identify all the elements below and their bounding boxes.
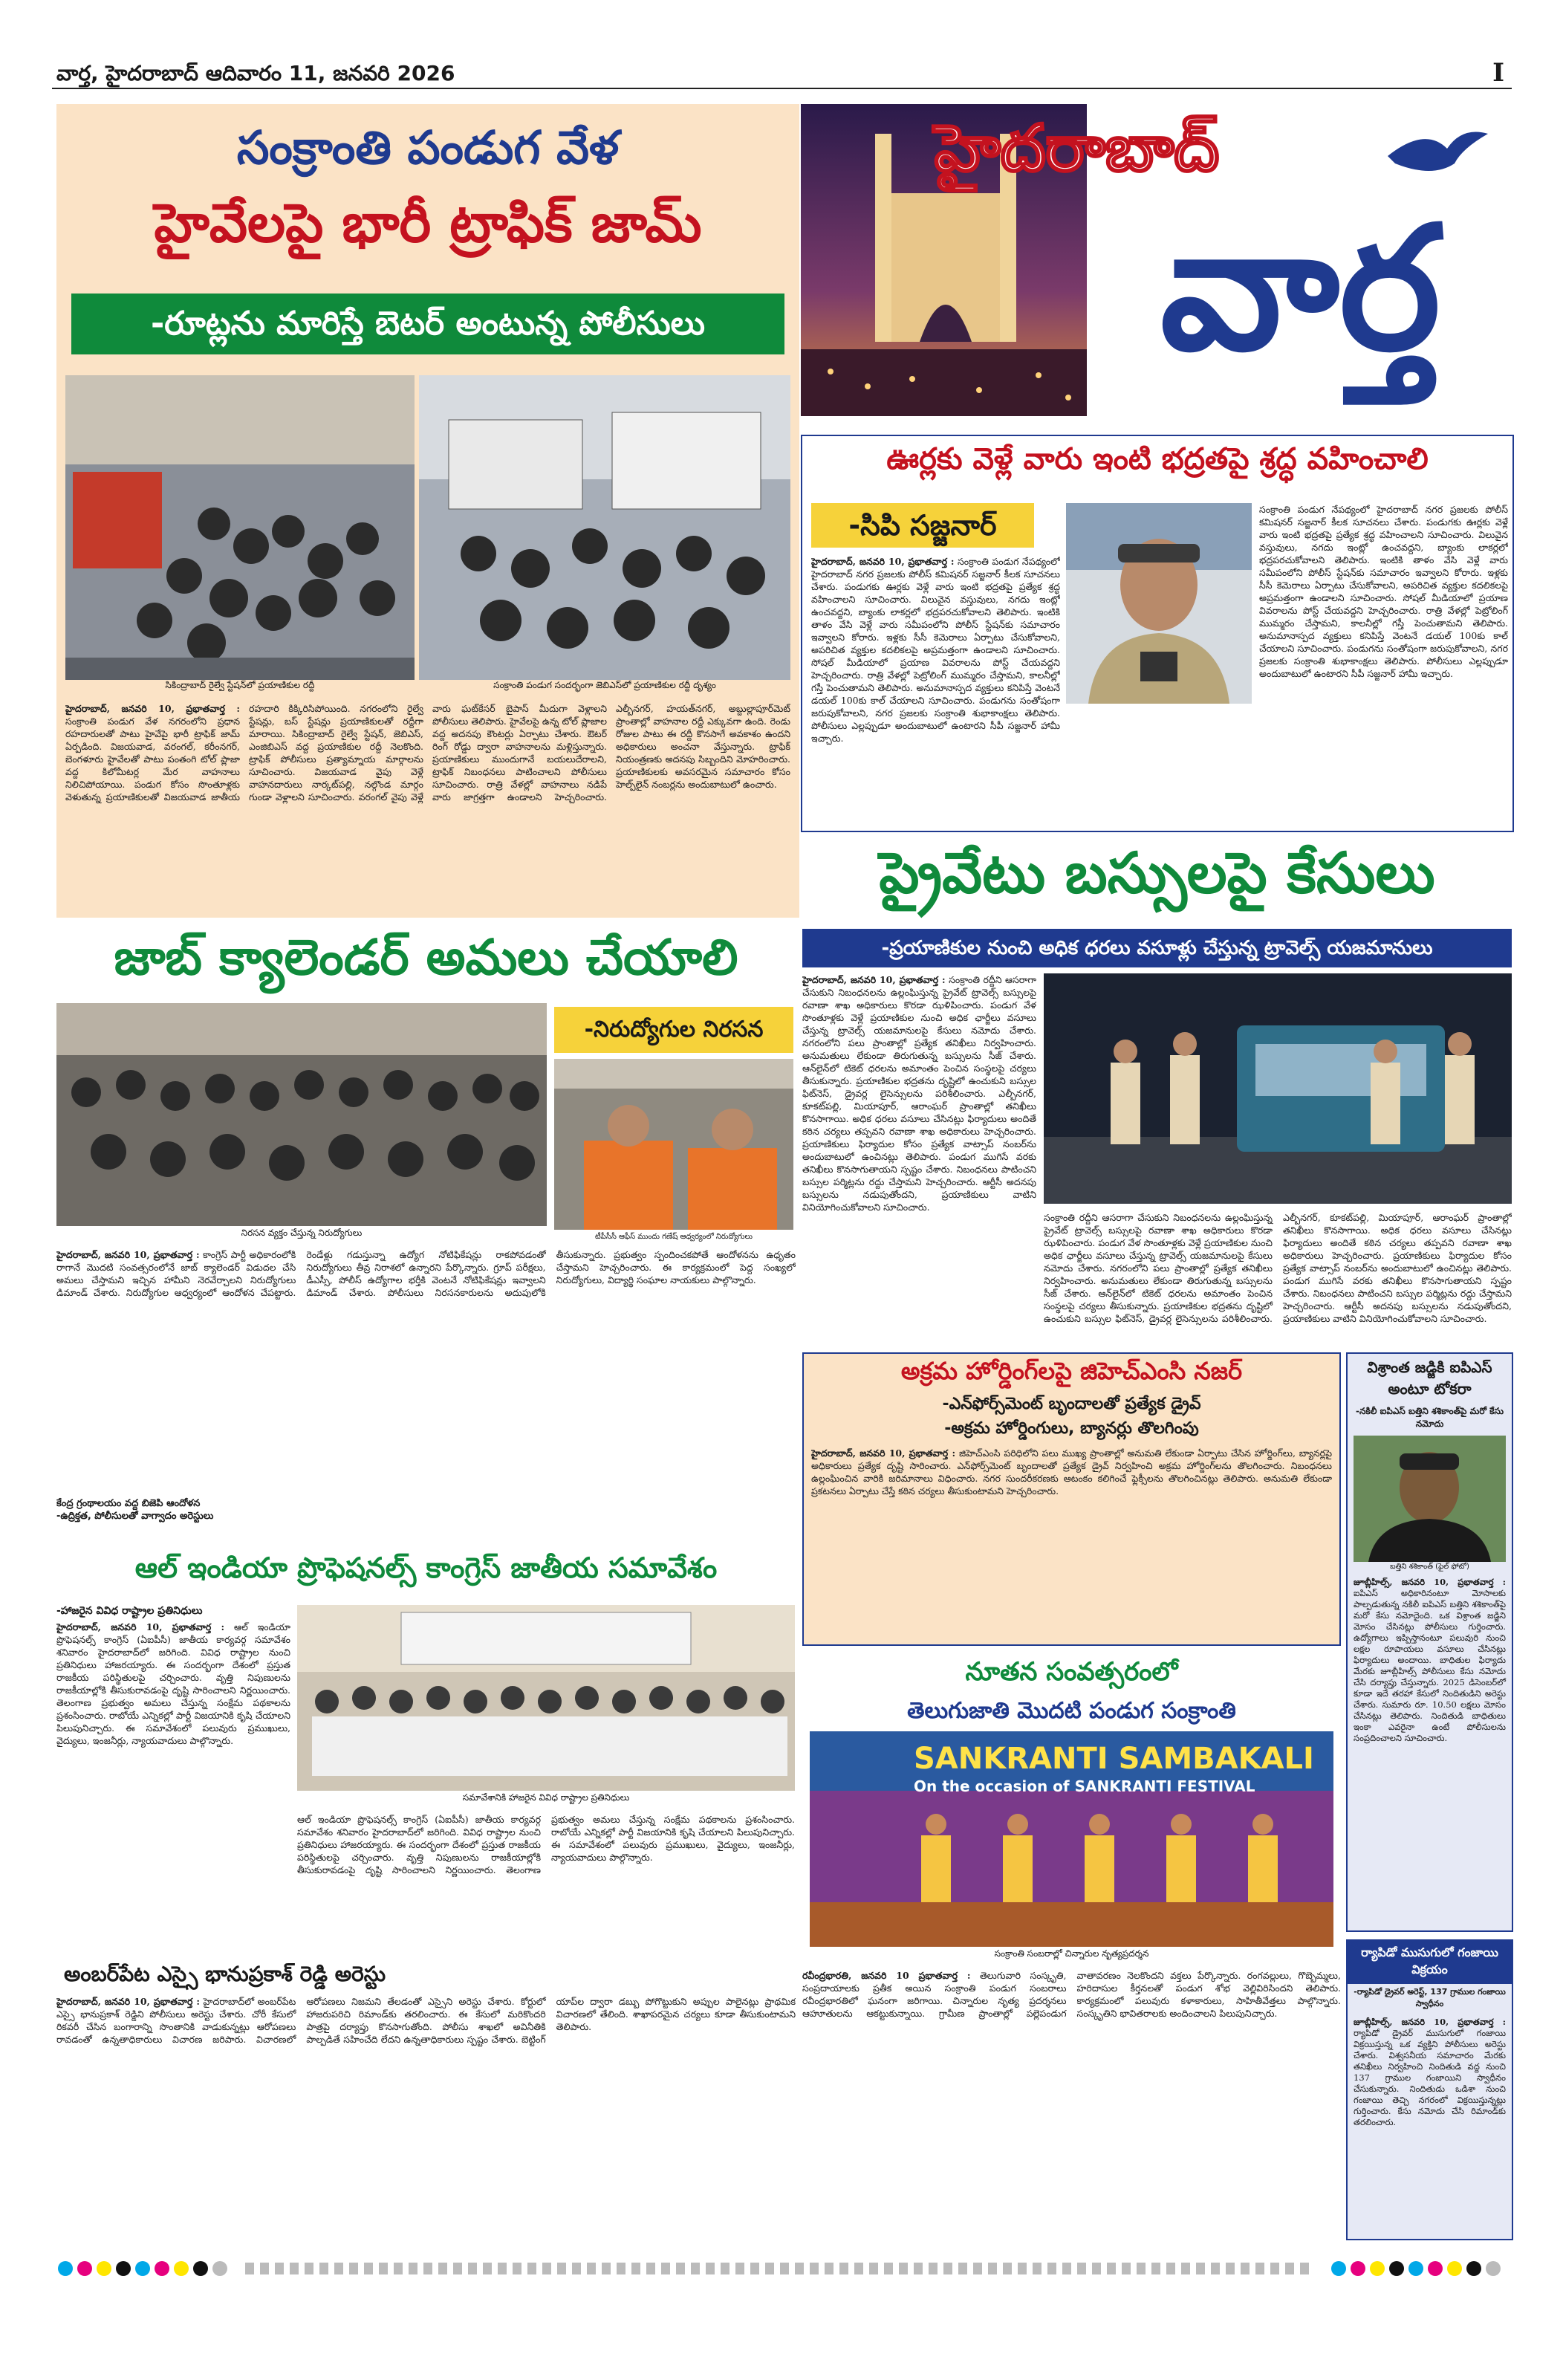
new-year-dateline: రవీంద్రభారతి, జనవరి 10 ప్రభాతవార్త :: [802, 1970, 971, 1981]
aipc-body-right: [297, 1813, 795, 1943]
private-bus-subhead-text: -ప్రయాణికుల నుంచి అధిక ధరలు వసూళ్లు చేస్తున్న ట్రావెల్స్ యజమానులు: [881, 937, 1433, 959]
aipc-body-left: [56, 1605, 290, 1943]
cp-body-text-2: సంక్రాంతి పండుగ నేపథ్యంలో హైదరాబాద్ నగర ప్రజలకు పోలీస్ కమిషనర్ సజ్జనార్ కీలక సూచనలు చేశారు. పండుగకు ఊర్లకు వెళ్లే వారు ఇంటి భద్రతపై ప్రత్యేక శ్రద్ధ వహించాలని సూచించారు. విలువైన వస్తువులు, నగదు ఇంట్లో ఉంచవద్దని, బ్యాంకు లాకర్లలో భద్రపరచుకోవాలని తెలిపారు. ఇంటికి తాళం వేసి వెళ్లే వారు సమీపంలోని పోలీస్ స్టేషన్‌కు సమాచారం ఇవ్వాలని కోరారు. ఇళ్లకు సీసీ కెమెరాలు ఏర్పాటు చేసుకోవాలని, అపరిచిత వ్యక్తుల కదలికలపై అప్రమత్తంగా ఉండాలని సూచించారు. సోషల్ మీడియాలో ప్రయాణ వివరాలను పోస్ట్ చేయవద్దని హెచ్చరించారు. రాత్రి వేళల్లో పెట్రోలింగ్ ముమ్మరం చేస్తామని, కాలనీల్లో గస్తీ పెంచుతామని తెలిపారు. అనుమానాస్పద వ్యక్తులు కనిపిస్తే వెంటనే డయల్ 100కు కాల్ చేయాలని సూచించారు. పండుగను సంతోషంగా జరుపుకోవాలని, నగర ప్రజలకు సంక్రాంతి శుభాకాంక్షలు తెలిపారు. పోలీసులు ఎల్లప్పుడూ అందుబాటులో ఉంటారని సీపీ సజ్జనార్ హామీ ఇచ్చారు.: [1259, 504, 1508, 679]
color-registration-right: [1330, 2259, 1508, 2278]
job-caption-2: టీపీసీసీ ఆఫీస్ ముందు గణేష్ ఆధ్వర్యంలో నిరుద్యోగులు: [554, 1232, 793, 1247]
job-caption-1: నిరసన వ్యక్తం చేస్తున్న నిరుద్యోగులు: [56, 1228, 547, 1242]
job-footer-2: -ఉద్రిక్తత, పోలీసులతో వాగ్వాదం అరెస్టులు: [56, 1511, 214, 1522]
hoardings-sub-2: -అక్రమ హోర్డింగులు, బ్యానర్లు తొలగింపు: [944, 1419, 1199, 1438]
cp-photo: [1066, 503, 1252, 704]
new-year-banner-text: SANKRANTI SAMBAKALI: [914, 1742, 1314, 1776]
private-bus-headline: ప్రైవేటు బస్సులపై కేసులు: [879, 840, 1435, 906]
job-photo-2: [554, 1059, 793, 1230]
private-bus-body-text: సంక్రాంతి రద్దీని ఆసరాగా చేసుకుని నిబంధనలను ఉల్లంఘిస్తున్న ప్రైవేట్ ట్రావెల్స్ బస్సులపై రవాణా శాఖ అధికారులు కొరడా ఝళిపించారు. పండుగ వేళ సొంతూళ్లకు వెళ్లే ప్రయాణికుల నుంచి అధిక ఛార్జీలు వసూలు చేస్తున్న ట్రావెల్స్ యజమానులపై కేసులు నమోదు చేశారు. నగరంలోని పలు ప్రాంతాల్లో ప్రత్యేక తనిఖీలు నిర్వహించారు. అనుమతులు లేకుండా తిరుగుతున్న బస్సులను సీజ్ చేశారు. ఆన్‌లైన్‌లో టికెట్ ధరలను అమాంతం పెంచిన సంస్థలపై చర్యలు తీసుకున్నారు. ప్రయాణికుల భద్రతను దృష్టిలో ఉంచుకుని బస్సుల ఫిట్‌నెస్, డ్రైవర్ల లైసెన్సులను పరిశీలించారు. ఎల్బీనగర్, కూకట్‌పల్లి, మియాపూర్, ఆరాంఘర్ ప్రాంతాల్లో తనిఖీలు కొనసాగాయి. అధిక ధరలు వసూలు చేసినట్లు ఫిర్యాదులు అందితే కఠిన చర్యలు తప్పవని రవాణా శాఖ అధికారులు హెచ్చరించారు. ప్రయాణికులు ఫిర్యాదుల కోసం ప్రత్యేక వాట్సాప్ నంబర్‌ను అందుబాటులో ఉంచినట్లు తెలిపారు. పండుగ ముగిసే వరకు తనిఖీలు కొనసాగుతాయని స్పష్టం చేశారు. నిబంధనలు పాటించని బస్సుల పర్మిట్లను రద్దు చేస్తామని హెచ్చరించారు. ఆర్టీసీ అదనపు బస్సులను నడుపుతోందని, ప్రయాణికులు వాటిని వినియోగించుకోవాలని సూచించారు.: [802, 974, 1036, 1213]
traffic-body: [65, 702, 790, 910]
private-bus-body-text-2: సంక్రాంతి రద్దీని ఆసరాగా చేసుకుని నిబంధనలను ఉల్లంఘిస్తున్న ప్రైవేట్ ట్రావెల్స్ బస్సులపై రవాణా శాఖ అధికారులు కొరడా ఝళిపించారు. పండుగ వేళ సొంతూళ్లకు వెళ్లే ప్రయాణికుల నుంచి అధిక ఛార్జీలు వసూలు చేస్తున్న ట్రావెల్స్ యజమానులపై కేసులు నమోదు చేశారు. నగరంలోని పలు ప్రాంతాల్లో ప్రత్యేక తనిఖీలు నిర్వహించారు. అనుమతులు లేకుండా తిరుగుతున్న బస్సులను సీజ్ చేశారు. ఆన్‌లైన్‌లో టికెట్ ధరలను అమాంతం పెంచిన సంస్థలపై చర్యలు తీసుకున్నారు. ప్రయాణికుల భద్రతను దృష్టిలో ఉంచుకుని బస్సుల ఫిట్‌నెస్, డ్రైవర్ల లైసెన్సులను పరిశీలించారు. ఎల్బీనగర్, కూకట్‌పల్లి, మియాపూర్, ఆరాంఘర్ ప్రాంతాల్లో తనిఖీలు కొనసాగాయి. అధిక ధరలు వసూలు చేసినట్లు ఫిర్యాదులు అందితే కఠిన చర్యలు తప్పవని రవాణా శాఖ అధికారులు హెచ్చరించారు. ప్రయాణికులు ఫిర్యాదుల కోసం ప్రత్యేక వాట్సాప్ నంబర్‌ను అందుబాటులో ఉంచినట్లు తెలిపారు. పండుగ ముగిసే వరకు తనిఖీలు కొనసాగుతాయని స్పష్టం చేశారు. నిబంధనలు పాటించని బస్సుల పర్మిట్లను రద్దు చేస్తామని హెచ్చరించారు. ఆర్టీసీ అదనపు బస్సులను నడుపుతోందని, ప్రయాణికులు వాటిని వినియోగించుకోవాలని సూచించారు.: [1044, 1212, 1512, 1324]
traffic-photo-1: [65, 375, 415, 680]
new-year-headline: నూతన సంవత్సరంలో: [965, 1657, 1178, 1687]
job-footer: [56, 1497, 302, 1534]
page-number: I: [1492, 58, 1504, 88]
ips-headline: విశ్రాంత జడ్జికి ఐపిఎస్ అంటూ టోకరా: [1367, 1358, 1492, 1398]
rapido-body-text: ర్యాపిడో డ్రైవర్ ముసుగులో గంజాయి విక్రయిస్తున్న ఒక వ్యక్తిని పోలీసులు అరెస్టు చేశారు. విశ్వసనీయ సమాచారం మేరకు తనిఖీలు నిర్వహించి నిందితుడి వద్ద నుంచి 137 గ్రాముల గంజాయిని స్వాధీనం చేసుకున్నారు. నిందితుడు ఒడిశా నుంచి గంజాయి తెచ్చి నగరంలో విక్రయిస్తున్నట్లు గుర్తించారు. కేసు నమోదు చేసి రిమాండ్‌కు తరలించారు.: [1354, 2028, 1506, 2127]
brand-area: [801, 104, 1514, 416]
aipc-tag: -హాజరైన వివిధ రాష్ట్రాల ప్రతినిధులు: [56, 1605, 203, 1617]
cp-story: [801, 435, 1514, 832]
new-year-body: [802, 1969, 1341, 2240]
new-year-banner-sub: On the occasion of SANKRANTI FESTIVAL: [914, 1777, 1255, 1795]
ips-body-text: ఐపిఎస్ అధికారినంటూ మోసాలకు పాల్పడుతున్న నకిలీ ఐపిఎస్ బత్తిని శశికాంత్‌పై మరో కేసు నమోదైంది. ఒక విశ్రాంత జడ్జిని మోసం చేసినట్లు పోలీసులు గుర్తించారు. ఉద్యోగాలు ఇప్పిస్తానంటూ పలువురి నుంచి లక్షల రూపాయలు వసూలు చేసినట్లు ఫిర్యాదులు అందాయి. బాధితుల ఫిర్యాదు మేరకు జూబ్లీహిల్స్ పోలీసులు కేసు నమోదు చేసి దర్యాప్తు చేస్తున్నారు. 2025 డిసెంబర్‌లో కూడా ఇదే తరహా కేసులో నిందితుడిని అరెస్టు చేశారు. సుమారు రూ. 10.50 లక్షలు మోసం చేసినట్లు తెలిపారు. నిందితుడి బాధితులు ఇంకా ఎవరైనా ఉంటే పోలీసులను సంప్రదించాలని సూచించారు.: [1354, 1588, 1506, 1743]
hoardings-sub-1: -ఎన్‌ఫోర్స్‌మెంట్ బృందాలతో ప్రత్యేక డ్రైవ్: [942, 1395, 1201, 1413]
cp-body-left: [811, 555, 1060, 826]
traffic-story: [56, 104, 799, 918]
new-year-body-text: తెలుగువారి సంస్కృతి, సంప్రదాయాలకు ప్రతీక అయిన సంక్రాంతి పండుగ సంబరాలు రవీంద్రభారతిలో ఘనంగా జరిగాయి. చిన్నారుల నృత్య ప్రదర్శనలు ఆహూతులను ఆకట్టుకున్నాయి. గ్రామీణ ప్రాంతాల్లో పల్లెపండుగ వాతావరణం నెలకొందని వక్తలు పేర్కొన్నారు. రంగవల్లులు, గొబ్బెమ్మలు, హరిదాసుల కీర్తనలతో పండుగ శోభ వెల్లివిరిసిందని తెలిపారు. కార్యక్రమంలో పలువురు కళాకారులు, సాహితీవేత్తలు పాల్గొన్నారు. సంస్కృతిని భావితరాలకు అందించాలని పిలుపునిచ్చారు.: [802, 1970, 1341, 2019]
masthead-dateline: వార్త, హైదరాబాద్ ఆదివారం 11, జనవరి 2026: [56, 61, 455, 85]
private-bus-body-right: [1044, 1211, 1512, 1341]
hoardings-story: [802, 1352, 1341, 1646]
traffic-caption-1: సికింద్రాబాద్ రైల్వే స్టేషన్‌లో ప్రయాణికుల రద్దీ: [65, 680, 415, 696]
traffic-caption-2: సంక్రాంతి పండుగ సందర్భంగా జెబిఎస్‌లో ప్రయాణికుల రద్దీ దృశ్యం: [419, 680, 790, 696]
hoardings-dateline: హైదరాబాద్, జనవరి 10, ప్రభాతవార్త :: [811, 1447, 956, 1459]
aipc-photo: [297, 1605, 795, 1791]
rapido-headline-text: ర్యాపిడో ముసుగులో గంజాయి విక్రయం: [1361, 1945, 1498, 1977]
amberpet-headline: అంబర్‌పేట ఎస్సై భానుప్రకాశ్ రెడ్డి అరెస్టు: [64, 1962, 386, 1986]
amberpet-dateline: హైదరాబాద్, జనవరి 10, ప్రభాతవార్త :: [56, 1996, 200, 2007]
hoardings-body: [811, 1447, 1332, 1640]
cp-body-right: [1259, 503, 1508, 826]
job-calendar-tag: [554, 1007, 793, 1053]
aipc-body-text-2: ఆల్ ఇండియా ప్రొఫెషనల్స్ కాంగ్రెస్ (ఏఐపీసీ) జాతీయ కార్యవర్గ సమావేశం శనివారం హైదరాబాద్‌లో జరిగింది. వివిధ రాష్ట్రాల నుంచి ప్రతినిధులు హాజరయ్యారు. ఈ సందర్భంగా దేశంలో ప్రస్తుత రాజకీయ పరిస్థితులపై చర్చించారు. వృత్తి నిపుణులను రాజకీయాల్లోకి తీసుకురావడంపై దృష్టి సారించాలని నిర్ణయించారు. తెలంగాణ ప్రభుత్వం అమలు చేస్తున్న సంక్షేమ పథకాలను ప్రశంసించారు. రాబోయే ఎన్నికల్లో పార్టీ విజయానికి కృషి చేయాలని పిలుపునిచ్చారు. ఈ సమావేశంలో పలువురు ప్రముఖులు, వైద్యులు, ఇంజనీర్లు, న్యాయవాదులు పాల్గొన్నారు.: [297, 1814, 795, 1875]
traffic-headline-2: హైవేలపై భారీ ట్రాఫిక్ జామ్: [154, 192, 702, 254]
new-year-photo: [810, 1731, 1333, 1947]
aipc-caption: సమావేశానికి హాజరైన వివిధ రాష్ట్రాల ప్రతినిధులు: [297, 1792, 795, 1807]
color-registration-left: [56, 2259, 235, 2278]
traffic-photo-2: [419, 375, 790, 680]
ips-photo: [1354, 1436, 1506, 1562]
traffic-body-text: సంక్రాంతి పండుగ వేళ నగరంలోని ప్రధాన రహదారులతో పాటు హైవేపై భారీ ట్రాఫిక్ జామ్ ఏర్పడింది. విజయవాడ, వరంగల్, కరీంనగర్, బెంగళూరు హైవేలతో పాటు పంతంగి టోల్ ప్లాజా వద్ద కిలోమీటర్ల మేర వాహనాలు నిలిచిపోయాయి. పండుగ కోసం సొంతూళ్లకు వెళుతున్న ప్రయాణికులతో విజయవాడ జాతీయ రహదారి కిక్కిరిసిపోయింది. నగరంలోని రైల్వే స్టేషన్లు, బస్ స్టేషన్లు ప్రయాణికులతో రద్దీగా మారాయి. సికింద్రాబాద్ రైల్వే స్టేషన్, జెబిఎస్, ఎంజిబిఎస్ వద్ద ప్రయాణికుల రద్దీ నెలకొంది. ట్రాఫిక్ పోలీసులు ప్రత్యామ్నాయ మార్గాలను సూచించారు. విజయవాడ వైపు వెళ్లే వాహనదారులు నార్కట్‌పల్లి, నల్గొండ మార్గం గుండా వెళ్లాలని సూచించారు. వరంగల్ వైపు వెళ్లే వారు ఘట్‌కేసర్ బైపాస్ మీదుగా వెళ్లాలని పోలీసులు తెలిపారు. హైవేలపై ఉన్న టోల్ ప్లాజాల వద్ద అదనపు కౌంటర్లు ఏర్పాటు చేశారు. ఔటర్ రింగ్ రోడ్డు ద్వారా వాహనాలను మళ్లిస్తున్నారు. ప్రయాణికులు ముందుగానే బయలుదేరాలని, ట్రాఫిక్ నిబంధనలు పాటించాలని పోలీసులు సూచించారు. రాత్రి వేళల్లో వాహనాలు నడిపే వారు జాగ్రత్తగా ఉండాలని హెచ్చరించారు. ఎల్బీనగర్, హయత్‌నగర్, అబ్దుల్లాపూర్‌మెట్ ప్రాంతాల్లో వాహనాల రద్దీ ఎక్కువగా ఉంది. రెండు రోజుల పాటు ఈ రద్దీ కొనసాగే అవకాశం ఉందని అధికారులు అంచనా వేస్తున్నారు. ట్రాఫిక్ నియంత్రణకు అదనపు సిబ్బందిని మోహరించారు. ప్రయాణికులకు అవసరమైన సమాచారం కోసం హెల్ప్‌లైన్ నంబర్లను అందుబాటులో ఉంచారు.: [65, 703, 790, 802]
grey-scale-strip: [245, 2263, 1315, 2274]
ips-wrapper: [1346, 1352, 1513, 1932]
brand-big: వార్త: [1160, 190, 1441, 389]
rapido-headline: [1348, 1941, 1512, 1984]
job-calendar-dateline: హైదరాబాద్, జనవరి 10, ప్రభాతవార్త :: [56, 1249, 200, 1260]
new-year-subhead: తెలుగుజాతి మొదటి పండుగ సంక్రాంతి: [907, 1698, 1236, 1724]
job-footer-1: కేంద్ర గ్రంథాలయం వద్ద బిజెపి ఆందోళన: [56, 1498, 201, 1509]
masthead-strip: [52, 58, 1512, 89]
traffic-subhead: [71, 294, 784, 354]
bird-icon: [1380, 119, 1492, 186]
ips-photo-caption: బత్తిని శశికాంత్ (ఫైల్ ఫోటో): [1390, 1563, 1469, 1571]
hoardings-body-text: జిహెచ్ఎంసి పరిధిలోని పలు ముఖ్య ప్రాంతాల్లో అనుమతి లేకుండా ఏర్పాటు చేసిన హోర్డింగ్‌లు, బ్యానర్లపై అధికారులు ప్రత్యేక దృష్టి సారించారు. ఎన్‌ఫోర్స్‌మెంట్ బృందాలతో ప్రత్యేక డ్రైవ్ నిర్వహించి అక్రమ హోర్డింగ్‌లను తొలగించారు. నిబంధనలు ఉల్లంఘించిన వారికి జరిమానాలు విధించారు. నగర సుందరీకరణకు ఆటంకం కలిగించే ఫ్లెక్సీలను తొలగించినట్లు తెలిపారు. అనుమతి లేకుండా ప్రకటనలు ఏర్పాటు చేస్తే కఠిన చర్యలు తీసుకుంటామని హెచ్చరించారు.: [811, 1447, 1332, 1497]
private-bus-subhead: [802, 929, 1512, 967]
job-photo-1: [56, 1003, 547, 1226]
amberpet-body: [56, 1995, 796, 2240]
job-calendar-headline: జాబ్ క్యాలెండర్ అమలు చేయాలి: [114, 929, 738, 986]
rapido-body: [1348, 2014, 1512, 2243]
private-bus-body-left: [802, 973, 1036, 1337]
brand-small: హైదరాబాద్: [935, 111, 1220, 186]
cp-dateline: హైదరాబాద్, జనవరి 10, ప్రభాతవార్త :: [811, 556, 955, 567]
traffic-headline-1: సంక్రాంతి పండుగ వేళ: [236, 120, 620, 175]
rapido-story: [1346, 1939, 1513, 2240]
traffic-subhead-text: -రూట్లను మారిస్తే బెటర్ అంటున్న పోలీసులు: [150, 305, 706, 343]
hoardings-headline: అక్రమ హోర్డింగ్‌లపై జిహెచ్ఎంసి నజర్: [900, 1357, 1243, 1385]
cp-headline: ఊర్లకు వెళ్లే వారు ఇంటి భద్రతపై శ్రద్ధ వహించాలి: [886, 442, 1429, 476]
job-calendar-body-text: కాంగ్రెస్ పార్టీ అధికారంలోకి రాగానే మొదటి సంవత్సరంలోనే జాబ్ క్యాలెండర్ విడుదల చేసి అమలు చేస్తామని ఇచ్చిన హామీని నెరవేర్చాలని నిరుద్యోగులు డిమాండ్ చేశారు. నిరుద్యోగుల ఆధ్వర్యంలో ఆందోళన చేపట్టారు. రెండేళ్లు గడుస్తున్నా ఉద్యోగ నోటిఫికేషన్లు రాకపోవడంతో నిరుద్యోగులు తీవ్ర నిరాశలో ఉన్నారని పేర్కొన్నారు. గ్రూప్ పరీక్షలు, డీఎస్సీ, పోలీస్ ఉద్యోగాల భర్తీకి వెంటనే నోటిఫికేషన్లు ఇవ్వాలని డిమాండ్ చేశారు. పోలీసులు నిరసనకారులను అదుపులోకి తీసుకున్నారు. ప్రభుత్వం స్పందించకపోతే ఆందోళనను ఉధృతం చేస్తామని హెచ్చరించారు. ఈ కార్యక్రమంలో పెద్ద సంఖ్యలో నిరుద్యోగులు, విద్యార్థి సంఘాల నాయకులు పాల్గొన్నారు.: [56, 1249, 796, 1298]
cp-tag: [811, 503, 1034, 548]
aipc-dateline: హైదరాబాద్, జనవరి 10, ప్రభాతవార్త :: [56, 1621, 225, 1632]
private-bus-photo: [1044, 973, 1512, 1204]
ips-dateline: జూబ్లీహిల్స్, జనవరి 10, ప్రభాతవార్త :: [1354, 1577, 1506, 1587]
cp-tag-text: -సిపి సజ్జనార్: [848, 509, 997, 542]
aipc-headline: ఆల్ ఇండియా ప్రొఫెషనల్స్ కాంగ్రెస్ జాతీయ సమావేశం: [134, 1551, 718, 1584]
new-year-caption: సంక్రాంతి సంబరాల్లో చిన్నారుల నృత్యప్రదర్శన: [810, 1948, 1333, 1965]
job-calendar-tag-text: -నిరుద్యోగుల నిరసన: [584, 1016, 764, 1043]
amberpet-body-text: హైదరాబాద్‌లో అంబర్‌పేట ఎస్సై భానుప్రకాశ్ రెడ్డిని పోలీసులు అరెస్టు చేశారు. చోరీ కేసులో రికవరీ చేసిన బంగారాన్ని సొంతానికి వాడుకున్నట్లు ఆరోపణలు రావడంతో ఉన్నతాధికారులు విచారణ జరిపారు. విచారణలో ఆరోపణలు నిజమని తేలడంతో ఎస్సైని అరెస్టు చేశారు. కోర్టులో హాజరుపరిచి రిమాండ్‌కు తరలించారు. ఈ కేసులో మరికొందరి పాత్రపై దర్యాప్తు కొనసాగుతోంది. పోలీసు శాఖలో అవినీతికి పాల్పడితే సహించేది లేదని ఉన్నతాధికారులు స్పష్టం చేశారు. బెట్టింగ్ యాప్‌ల ద్వారా డబ్బు పోగొట్టుకుని అప్పుల పాలైనట్లు ప్రాథమిక విచారణలో తేలింది. శాఖాపరమైన చర్యలు కూడా తీసుకుంటామని తెలిపారు.: [56, 1996, 796, 2045]
cp-body-text: సంక్రాంతి పండుగ నేపథ్యంలో హైదరాబాద్ నగర ప్రజలకు పోలీస్ కమిషనర్ సజ్జనార్ కీలక సూచనలు చేశారు. పండుగకు ఊర్లకు వెళ్లే వారు ఇంటి భద్రతపై ప్రత్యేక శ్రద్ధ వహించాలని సూచించారు. విలువైన వస్తువులు, నగదు ఇంట్లో ఉంచవద్దని, బ్యాంకు లాకర్లలో భద్రపరచుకోవాలని తెలిపారు. ఇంటికి తాళం వేసి వెళ్లే వారు సమీపంలోని పోలీస్ స్టేషన్‌కు సమాచారం ఇవ్వాలని కోరారు. ఇళ్లకు సీసీ కెమెరాలు ఏర్పాటు చేసుకోవాలని, అపరిచిత వ్యక్తుల కదలికలపై అప్రమత్తంగా ఉండాలని సూచించారు. సోషల్ మీడియాలో ప్రయాణ వివరాలను పోస్ట్ చేయవద్దని హెచ్చరించారు. రాత్రి వేళల్లో పెట్రోలింగ్ ముమ్మరం చేస్తామని, కాలనీల్లో గస్తీ పెంచుతామని తెలిపారు. అనుమానాస్పద వ్యక్తులు కనిపిస్తే వెంటనే డయల్ 100కు కాల్ చేయాలని సూచించారు. పండుగను సంతోషంగా జరుపుకోవాలని, నగర ప్రజలకు సంక్రాంతి శుభాకాంక్షలు తెలిపారు. పోలీసులు ఎల్లప్పుడూ అందుబాటులో ఉంటారని సీపీ సజ్జనార్ హామీ ఇచ్చారు.: [811, 556, 1060, 744]
job-calendar-body: [56, 1248, 796, 1494]
rapido-dateline: జూబ్లీహిల్స్, జనవరి 10, ప్రభాతవార్త :: [1354, 2017, 1506, 2027]
ips-body: [1348, 1572, 1512, 1930]
traffic-dateline: హైదరాబాద్, జనవరి 10, ప్రభాతవార్త :: [65, 703, 240, 714]
private-bus-dateline: హైదరాబాద్, జనవరి 10, ప్రభాతవార్త :: [802, 974, 946, 985]
ips-sub: -నకిలీ ఐపిఎస్ బత్తిని శశికాంత్‌పై మరో కేసు నమోదు: [1356, 1406, 1504, 1429]
aipc-body-text: ఆల్ ఇండియా ప్రొఫెషనల్స్ కాంగ్రెస్ (ఏఐపీసీ) జాతీయ కార్యవర్గ సమావేశం శనివారం హైదరాబాద్‌లో జరిగింది. వివిధ రాష్ట్రాల నుంచి ప్రతినిధులు హాజరయ్యారు. ఈ సందర్భంగా దేశంలో ప్రస్తుత రాజకీయ పరిస్థితులపై చర్చించారు. వృత్తి నిపుణులను రాజకీయాల్లోకి తీసుకురావడంపై దృష్టి సారించాలని నిర్ణయించారు. తెలంగాణ ప్రభుత్వం అమలు చేస్తున్న సంక్షేమ పథకాలను ప్రశంసించారు. రాబోయే ఎన్నికల్లో పార్టీ విజయానికి కృషి చేయాలని పిలుపునిచ్చారు. ఈ సమావేశంలో పలువురు ప్రముఖులు, వైద్యులు, ఇంజనీర్లు, న్యాయవాదులు పాల్గొన్నారు.: [56, 1621, 290, 1746]
rapido-sub: -ర్యాపిడో డ్రైవర్ అరెస్ట్, 137 గ్రాముల గంజాయి స్వాధీనం: [1354, 1987, 1506, 2008]
